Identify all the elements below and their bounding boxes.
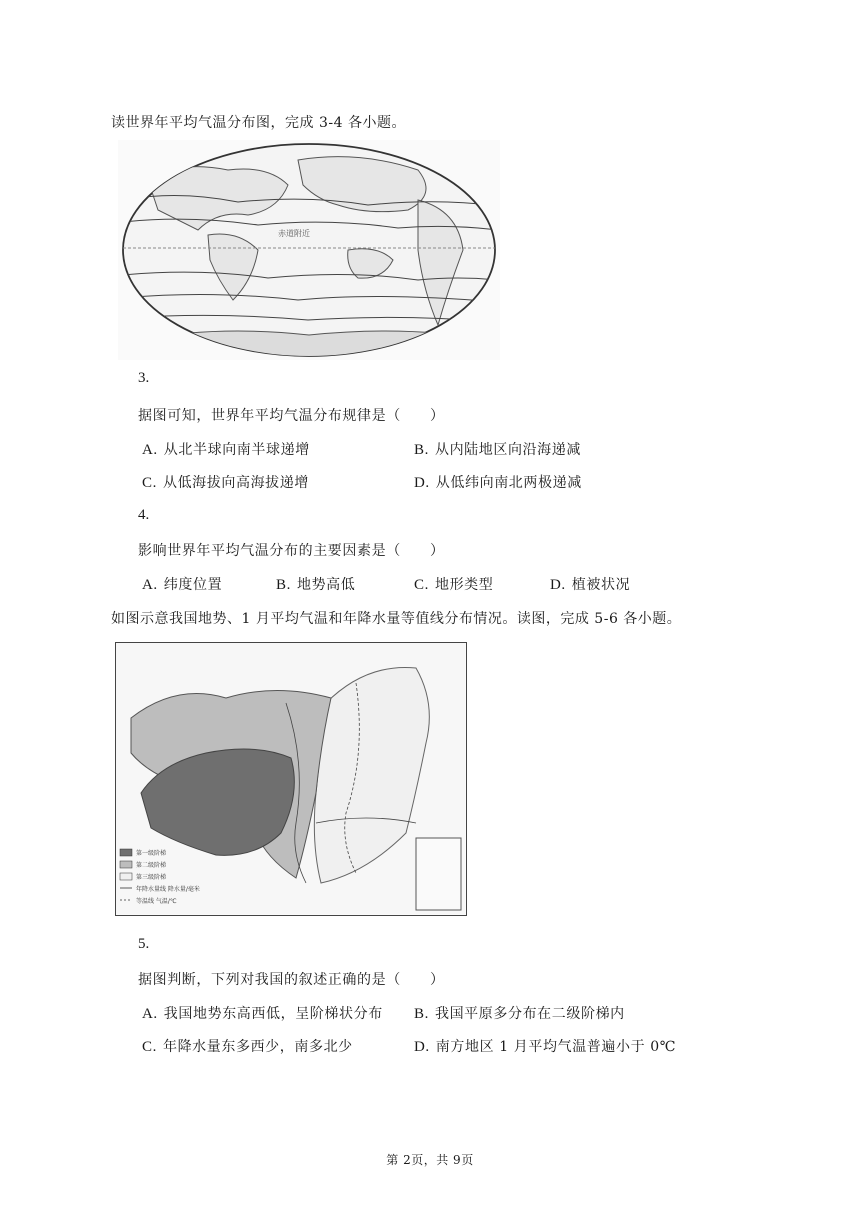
question-4-stem: 影响世界年平均气温分布的主要因素是（ ） [138, 543, 445, 559]
question-4-option-b[interactable]: B. 地势高低 [276, 577, 356, 593]
question-5-option-c[interactable]: C. 年降水量东多西少，南多北少 [142, 1039, 353, 1055]
question-3-number: 3. [138, 370, 150, 386]
map-label-equator: 赤道附近 [278, 229, 310, 238]
legend-step-2: 第二级阶梯 [136, 862, 167, 869]
question-5-stem: 据图判断，下列对我国的叙述正确的是（ ） [138, 972, 445, 988]
question-4-number: 4. [138, 507, 150, 523]
question-4-option-c[interactable]: C. 地形类型 [414, 577, 494, 593]
south-sea-inset [416, 838, 461, 910]
world-map-icon [118, 140, 500, 360]
legend-step-1: 第一级阶梯 [136, 850, 167, 857]
china-terrain-map [115, 642, 467, 916]
question-5-option-d[interactable]: D. 南方地区 1 月平均气温普遍小于 0℃ [414, 1039, 677, 1055]
legend-precip-line: 年降水量线 降水量/毫米 [136, 886, 200, 893]
legend-step-3: 第三级阶梯 [136, 874, 167, 881]
question-3-option-d[interactable]: D. 从低纬向南北两极递减 [414, 475, 582, 491]
question-5-number: 5. [138, 936, 150, 952]
question-5-option-a[interactable]: A. 我国地势东高西低，呈阶梯状分布 [142, 1006, 383, 1022]
world-temperature-map [118, 140, 500, 360]
legend-isotherm: 等温线 气温/℃ [136, 898, 177, 905]
question-3-stem: 据图可知，世界年平均气温分布规律是（ ） [138, 408, 445, 424]
intro-text-1: 读世界年平均气温分布图，完成 3-4 各小题。 [111, 115, 406, 131]
china-map-icon [116, 643, 465, 914]
question-4-option-d[interactable]: D. 植被状况 [550, 577, 631, 593]
question-4-option-a[interactable]: A. 纬度位置 [142, 577, 223, 593]
intro-text-2: 如图示意我国地势、1 月平均气温和年降水量等值线分布情况。读图，完成 5-6 各小题。 [111, 611, 682, 627]
question-3-option-b[interactable]: B. 从内陆地区向沿海递减 [414, 442, 581, 458]
question-3-option-c[interactable]: C. 从低海拔向高海拔递增 [142, 475, 309, 491]
question-5-option-b[interactable]: B. 我国平原多分布在二级阶梯内 [414, 1006, 625, 1022]
question-3-option-a[interactable]: A. 从北半球向南半球递增 [142, 442, 310, 458]
page-footer: 第 2页，共 9页 [386, 1153, 474, 1167]
